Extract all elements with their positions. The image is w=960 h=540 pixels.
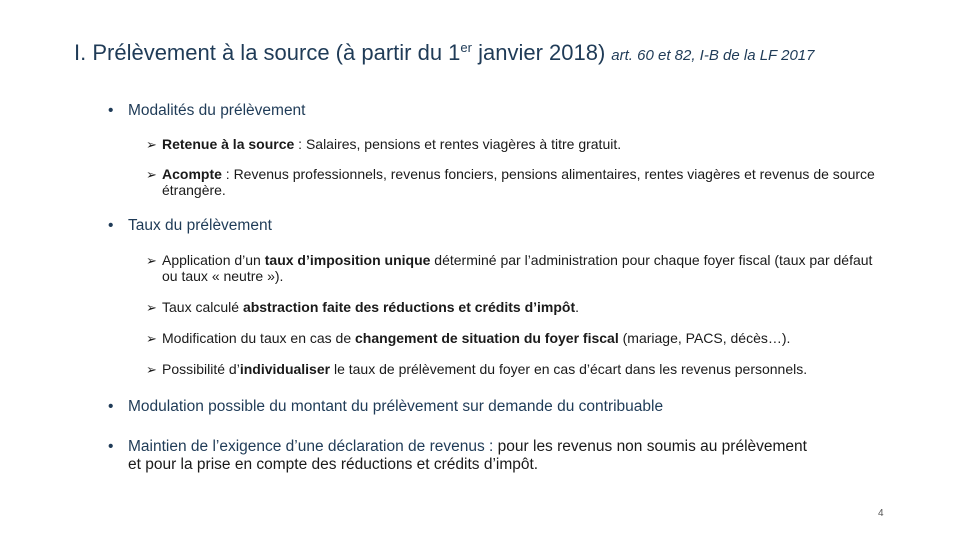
item-text: : Salaires, pensions et rentes viagères à titre gratuit. <box>294 136 622 152</box>
title-legal-reference: art. 60 et 82, I-B de la LF 2017 <box>611 47 815 64</box>
title-main: I. Prélèvement à la source (à partir du 1 <box>74 40 461 65</box>
section-declaration <box>108 438 828 474</box>
item-pre: Possibilité d’ <box>162 361 240 377</box>
arrow-bullet-icon: ➢ <box>146 253 157 268</box>
section-heading: Modalités du prélèvement <box>128 102 306 119</box>
bullet-dot: • <box>108 398 114 415</box>
arrow-bullet-icon: ➢ <box>146 300 157 315</box>
arrow-bullet-icon: ➢ <box>146 362 157 377</box>
bullet-dot: • <box>108 217 114 234</box>
section-heading: Maintien de l’exigence d’une déclaration de revenus : <box>128 438 494 455</box>
slide-title <box>74 40 815 66</box>
item-text: : Revenus professionnels, revenus fonciers, pensions alimentaires, rentes viagères et revenus de source étrangère. <box>162 166 875 198</box>
arrow-bullet-icon: ➢ <box>146 331 157 346</box>
item-bold: Retenue à la source <box>162 136 295 152</box>
arrow-bullet-icon: ➢ <box>146 137 157 152</box>
list-item <box>146 361 896 378</box>
item-text: (mariage, PACS, décès…). <box>618 330 791 346</box>
item-text: le taux de prélèvement du foyer en cas d’écart dans les revenus personnels. <box>330 361 808 377</box>
section-modalites <box>108 102 306 120</box>
list-item <box>146 166 896 198</box>
bullet-dot: • <box>108 438 114 455</box>
item-pre: Modification du taux en cas de <box>162 330 356 346</box>
title-main-end: janvier 2018) <box>471 40 606 65</box>
list-item <box>146 252 896 284</box>
section-text: pour les revenus non soumis au prélèvement et pour la prise en compte des réductions et crédits d’impôt. <box>128 438 807 473</box>
section-heading: Taux du prélèvement <box>128 217 272 234</box>
item-text: déterminé par l’administration pour chaque foyer fiscal (taux par défaut ou taux « neutre »). <box>162 252 873 284</box>
section-heading: Modulation possible du montant du prélèvement sur demande du contribuable <box>128 398 664 415</box>
arrow-bullet-icon: ➢ <box>146 167 157 182</box>
item-bold: changement de situation du foyer fiscal <box>355 330 619 346</box>
item-bold: individualiser <box>239 361 331 377</box>
item-text: . <box>575 299 580 315</box>
section-taux <box>108 217 272 235</box>
item-bold: abstraction faite des réductions et crédits d’impôt <box>242 299 576 315</box>
list-item <box>146 299 896 316</box>
list-item <box>146 136 896 153</box>
item-pre: Application d’un <box>162 252 265 268</box>
list-item <box>146 330 896 347</box>
title-superscript: er <box>460 40 472 55</box>
item-bold: taux d’imposition unique <box>264 252 431 268</box>
page-number: 4 <box>878 508 884 519</box>
bullet-dot: • <box>108 102 114 119</box>
section-modulation <box>108 398 663 416</box>
item-pre: Taux calculé <box>162 299 243 315</box>
item-bold: Acompte <box>162 166 222 182</box>
